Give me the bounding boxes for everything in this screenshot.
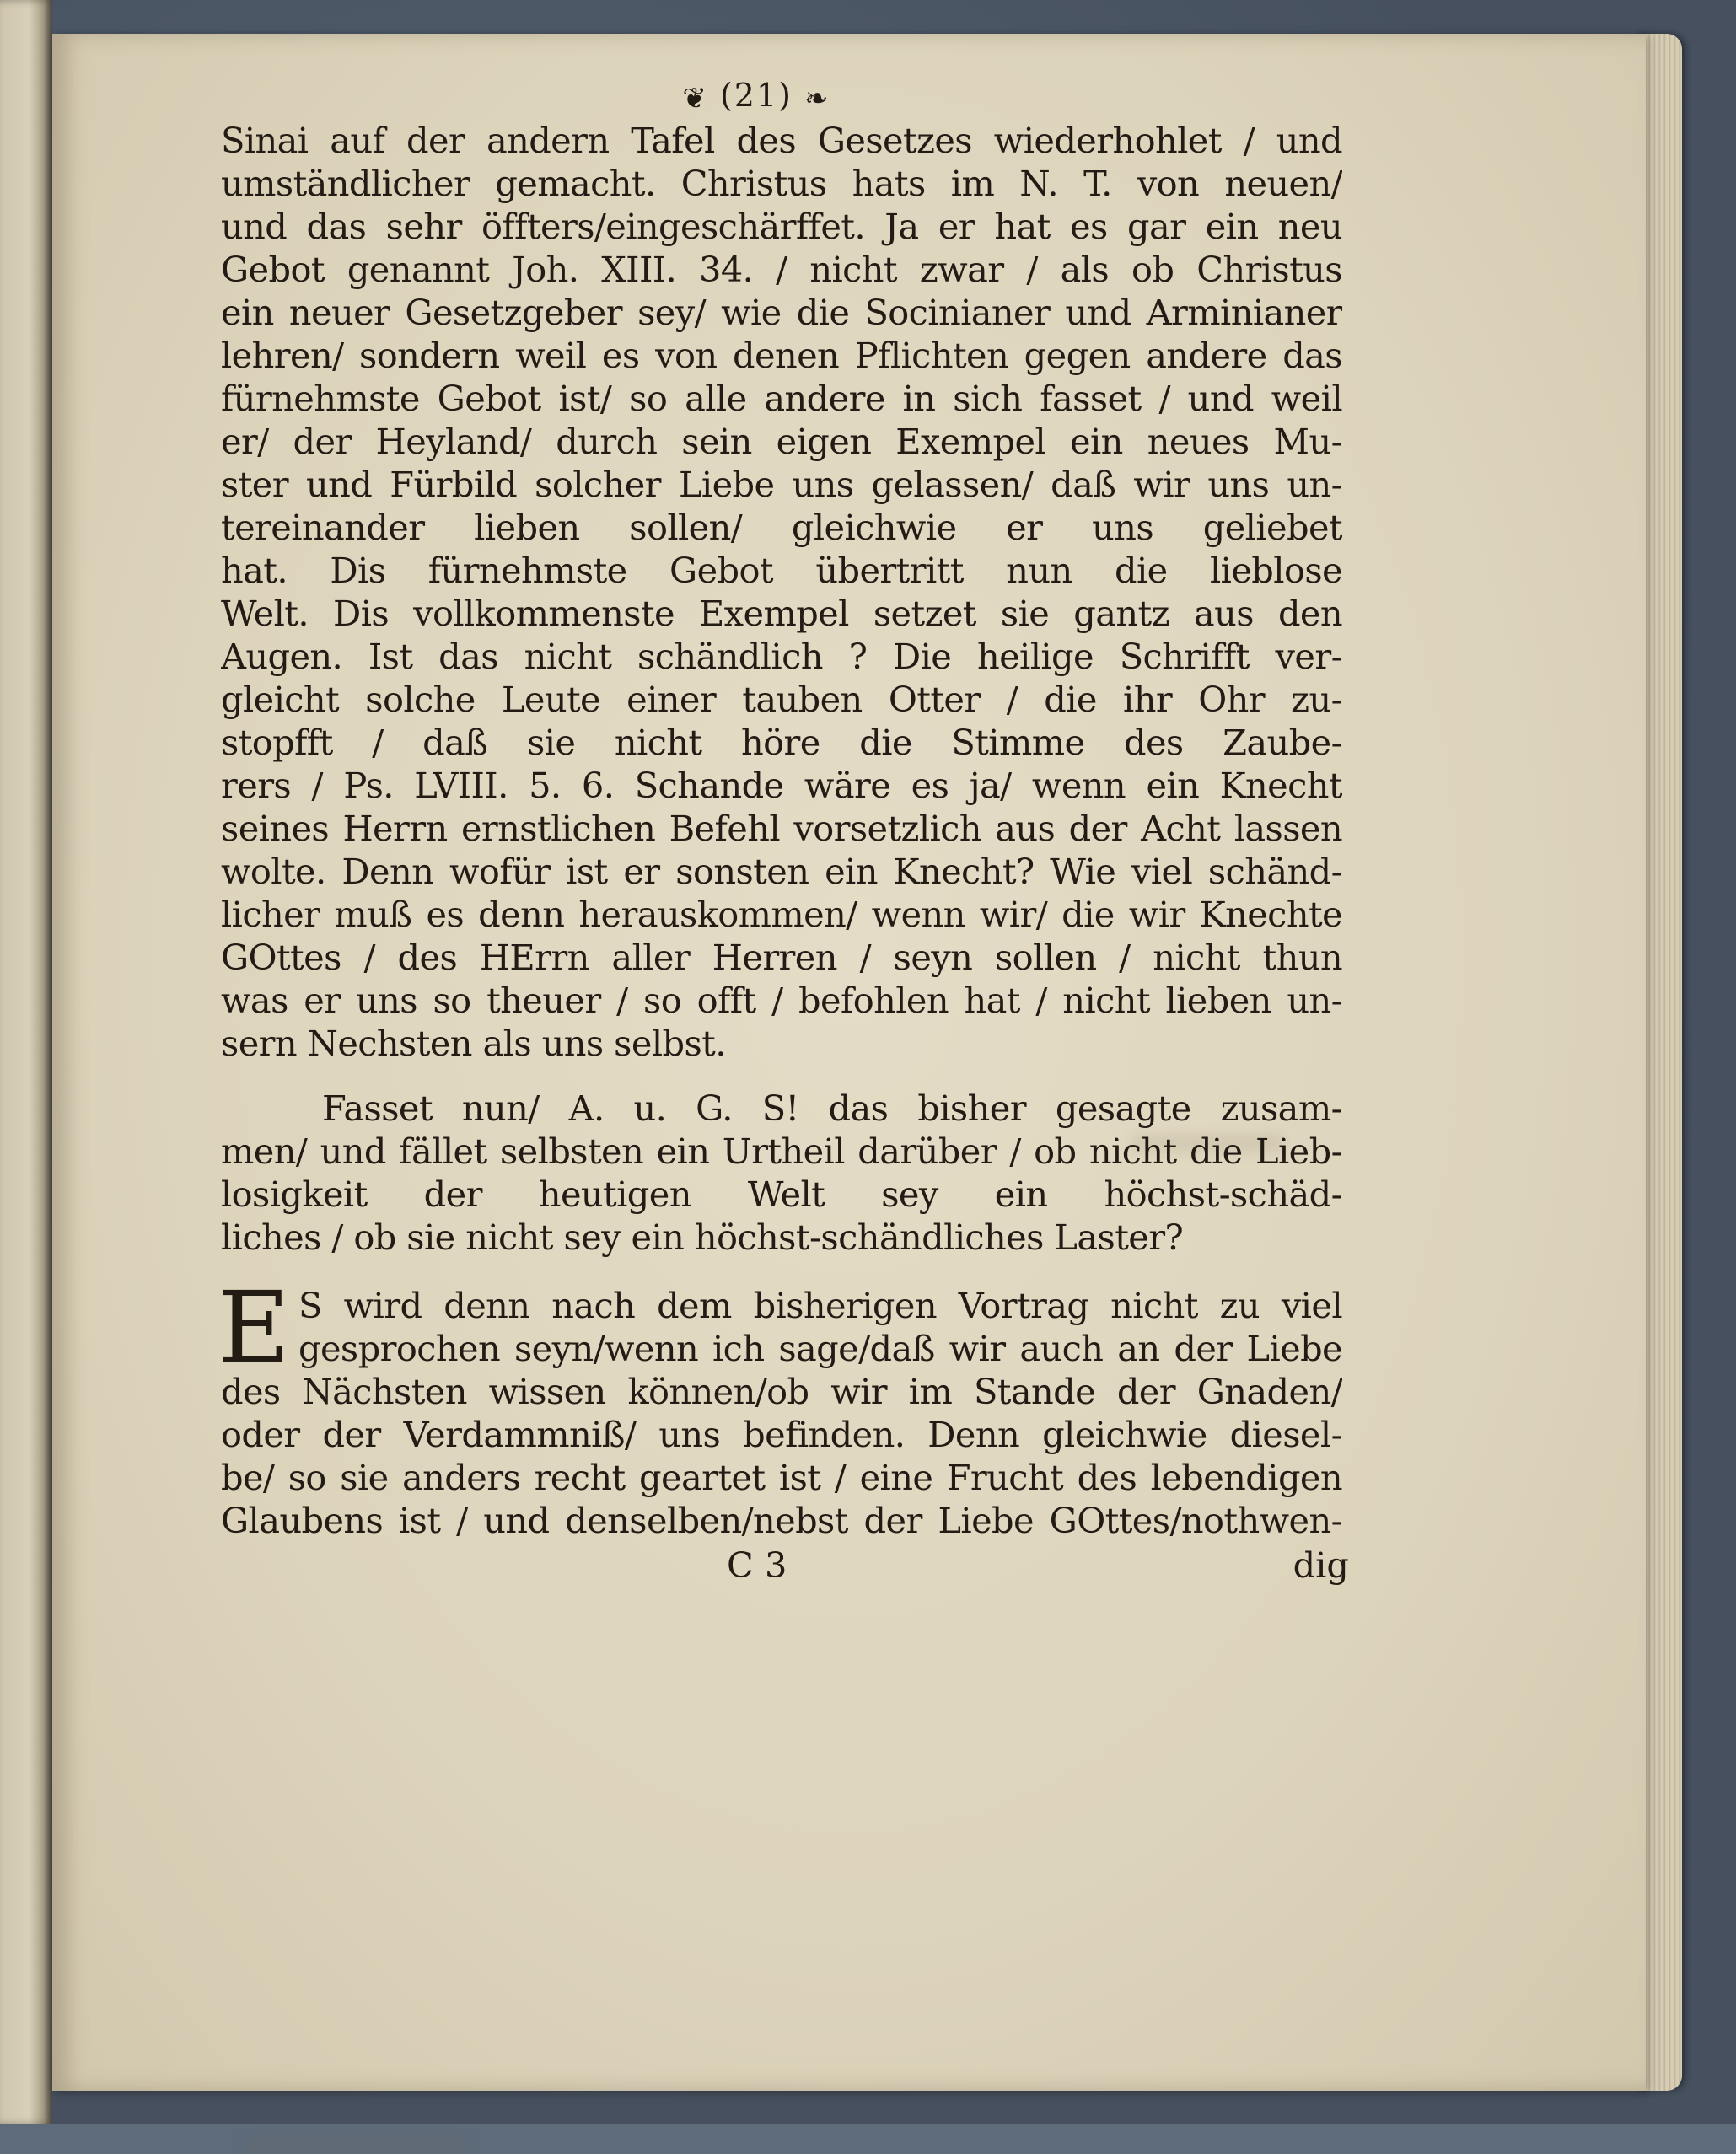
catchword: dig xyxy=(1293,1544,1349,1586)
text-line: Fasset nun/ A. u. G. S! das bisher gesagte zusam- xyxy=(322,1088,1342,1129)
text-line: S wird denn nach dem bisherigen Vortrag nicht zu viel xyxy=(298,1285,1342,1326)
ornament-right-icon: ❧ xyxy=(804,81,830,115)
text-line: oder der Verdammniß/ uns befinden. Denn gleichwie diesel- xyxy=(221,1414,1342,1455)
text-line: gesprochen seyn/wenn ich sage/daß wir auch an der Liebe xyxy=(298,1328,1342,1369)
text-line: hat. Dis fürnehmste Gebot übertritt nun die lieblose xyxy=(221,550,1342,591)
text-block xyxy=(218,72,1349,1589)
text-line: er/ der Heyland/ durch sein eigen Exempel ein neues Mu- xyxy=(221,421,1342,462)
ink-bleed xyxy=(246,2137,465,2154)
text-line: wolte. Denn wofür ist er sonsten ein Knecht? Wie viel schänd- xyxy=(221,851,1342,892)
text-line: Glaubens ist / und denselben/nebst der Liebe GOttes/nothwen- xyxy=(221,1500,1342,1541)
drop-cap: E xyxy=(218,1270,291,1386)
paragraph-1 xyxy=(221,119,1342,1065)
text-line: ster und Fürbild solcher Liebe uns gelassen/ daß wir uns un- xyxy=(221,464,1342,505)
page-header xyxy=(170,72,1342,119)
text-line: tereinander lieben sollen/ gleichwie er uns geliebet xyxy=(221,507,1342,548)
paragraph-3 xyxy=(218,1270,1342,1542)
text-line: gleicht solche Leute einer tauben Otter / die ihr Ohr zu- xyxy=(221,679,1342,720)
paragraph-gap xyxy=(221,1065,1342,1087)
text-line: men/ und fället selbsten ein Urtheil darüber / ob nicht die Lieb- xyxy=(221,1131,1342,1172)
text-line: sern Nechsten als uns selbst. xyxy=(221,1023,726,1064)
text-line: liches / ob sie nicht sey ein höchst-schändliches Laster? xyxy=(221,1217,1184,1258)
text-line: ein neuer Gesetzgeber sey/ wie die Socinianer und Arminianer xyxy=(221,292,1342,333)
text-line: Gebot genannt Joh. XIII. 34. / nicht zwar / als ob Christus xyxy=(221,249,1342,290)
signature-mark: C 3 xyxy=(727,1544,787,1586)
book-page xyxy=(52,34,1646,2091)
text-line: be/ so sie anders recht geartet ist / eine Frucht des lebendigen xyxy=(221,1457,1342,1498)
text-line: GOttes / des HErrn aller Herren / seyn sollen / nicht thun xyxy=(221,937,1342,978)
text-line: stopfft / daß sie nicht höre die Stimme des Zaube- xyxy=(221,722,1342,763)
text-line: des Nächsten wissen können/ob wir im Stande der Gnaden/ xyxy=(221,1371,1342,1412)
text-line: lehren/ sondern weil es von denen Pflichten gegen andere das xyxy=(221,335,1342,376)
ornament-left-icon: ❦ xyxy=(682,81,708,115)
facing-page-edge xyxy=(0,0,52,2124)
text-line: Sinai auf der andern Tafel des Gesetzes wiederhohlet / und xyxy=(221,120,1342,161)
text-line: seines Herrn ernstlichen Befehl vorsetzlich aus der Acht lassen xyxy=(221,808,1342,849)
page-number: (21) xyxy=(719,77,793,114)
text-line: licher muß es denn herauskommen/ wenn wir/ die wir Knechte xyxy=(221,894,1342,935)
text-line: Augen. Ist das nicht schändlich ? Die heilige Schrifft ver- xyxy=(221,636,1342,677)
text-line: umständlicher gemacht. Christus hats im N. T. von neuen/ xyxy=(221,163,1342,204)
page-footer xyxy=(221,1542,1349,1589)
text-line: was er uns so theuer / so offt / befohlen hat / nicht lieben un- xyxy=(221,980,1342,1021)
text-line: losigkeit der heutigen Welt sey ein höchst-schäd- xyxy=(221,1174,1342,1215)
text-line: und das sehr öffters/eingeschärffet. Ja er hat es gar ein neu xyxy=(221,206,1342,247)
text-line: rers / Ps. LVIII. 5. 6. Schande wäre es ja/ wenn ein Knecht xyxy=(221,765,1342,806)
paragraph-gap xyxy=(221,1259,1342,1284)
text-line: Welt. Dis vollkommenste Exempel setzet sie gantz aus den xyxy=(221,593,1342,634)
text-line: fürnehmste Gebot ist/ so alle andere in sich fasset / und weil xyxy=(221,378,1342,419)
paragraph-2 xyxy=(221,1087,1342,1259)
